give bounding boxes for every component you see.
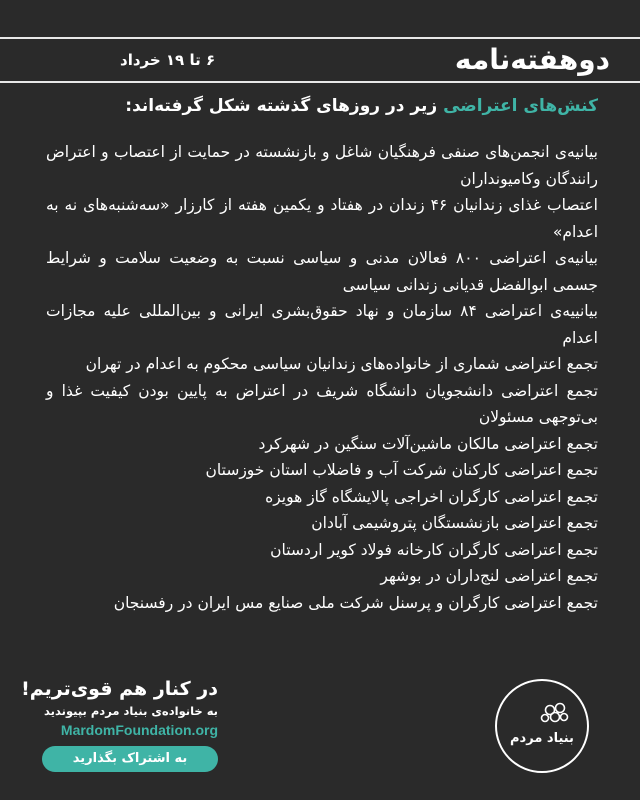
logo-wordmark: بنیاد مردم xyxy=(510,731,574,746)
header xyxy=(0,39,640,81)
logo-ring xyxy=(496,680,588,772)
website-link[interactable]: MardomFoundation.org xyxy=(60,722,218,738)
foundation-logo-icon xyxy=(494,678,590,774)
list-item: بیانیه‌ی انجمن‌های صنفی فرهنگیان شاغل و بازنشسته در حمایت از اعتصاب و اعتراض رانندگان وکامیونداران xyxy=(46,143,598,188)
list-item: تجمع اعتراضی بازنشستگان پتروشیمی آبادان xyxy=(311,514,598,532)
list-item: تجمع اعتراضی کارگران و پرسنل شرکت ملی صنایع مس ایران در رفسنجان xyxy=(113,593,598,612)
list-item: تجمع اعتراضی کارگران کارخانه فولاد کویر اردستان xyxy=(270,540,598,559)
list-item: تجمع اعتراضی مالکان ماشین‌آلات سنگین در شهرکرد xyxy=(258,434,598,453)
list-item: اعتصاب غذای زندانیان ۴۶ زندان در هفتاد و یکمین هفته از کارزار «سه‌شنبه‌های نه به اعدام» xyxy=(46,196,598,241)
list-item: تجمع اعتراضی لنج‌داران در بوشهر xyxy=(380,567,598,585)
list-item: تجمع اعتراضی کارکنان شرکت آب و فاضلاب استان خوزستان xyxy=(205,461,598,479)
foundation-logo-svg xyxy=(494,678,590,774)
intro-highlight: کنش‌های اعتراضی xyxy=(443,96,598,116)
list-item: تجمع اعتراضی شماری از خانواده‌های زندانیان سیاسی محکوم به اعدام در تهران xyxy=(85,355,598,373)
people-icon xyxy=(542,704,568,722)
newsletter-title: دوهفته‌نامه xyxy=(454,43,610,76)
intro-rest: زیر در روزهای گذشته شکل گرفته‌اند: xyxy=(125,96,444,116)
date-range: ۶ تا ۱۹ خرداد xyxy=(120,51,216,69)
list-item: بیانییه‌ی اعتراضی ۸۴ سازمان و نهاد حقوق‌بشری ایرانی و بین‌المللی علیه مجازات اعدام xyxy=(46,302,598,347)
list-item: تجمع اعتراضی دانشجویان دانشگاه شریف در اعتراض به پایین بودن کیفیت غذا و بی‌توجهی مسئولان xyxy=(46,381,598,426)
intro-heading xyxy=(38,93,598,119)
cta-title: در کنار هم قوی‌تریم! xyxy=(21,678,218,700)
share-button[interactable]: به اشتراک بگذارید xyxy=(42,746,218,772)
cta-subtitle: به خانواده‌ی بنیاد مردم بپیوندید xyxy=(44,704,218,718)
list-item: تجمع اعتراضی کارگران اخراجی پالایشگاه گاز هویزه xyxy=(265,487,598,506)
list-item: بیانیه‌ی اعتراضی ۸۰۰ فعالان مدنی و سیاسی نسبت به وضعیت سلامت و شرایط جسمی ابوالفضل قدیانی زندانی سیاسی xyxy=(46,249,598,294)
protest-list xyxy=(46,139,598,616)
header-bottom-rule xyxy=(0,81,640,83)
call-to-action xyxy=(21,676,218,772)
